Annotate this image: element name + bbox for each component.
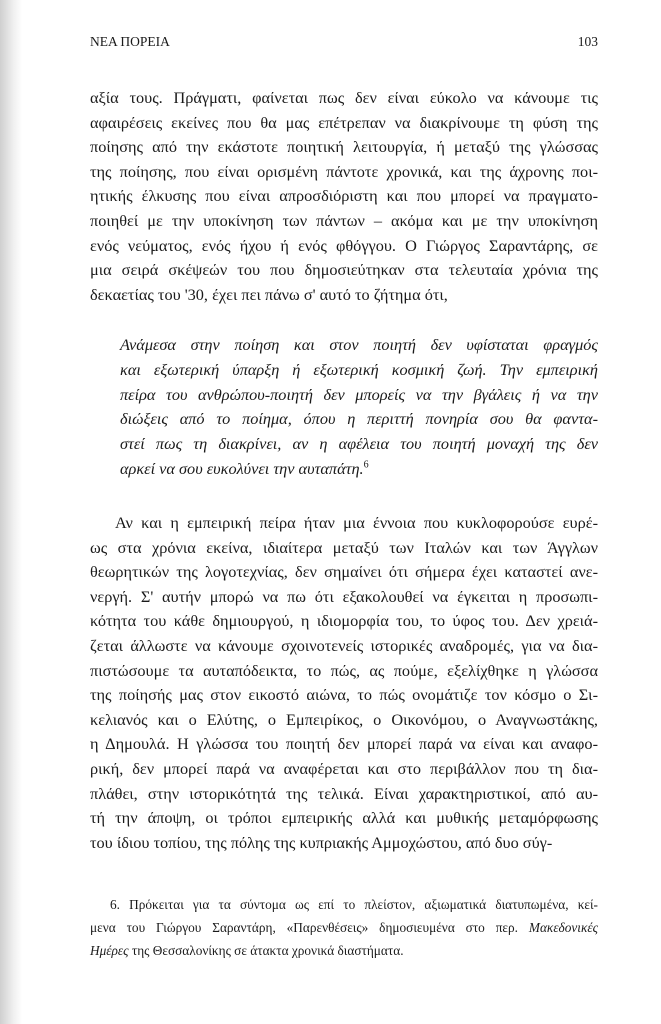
running-header xyxy=(90,34,598,50)
footnote-line: 6. Πρόκειται για τα σύντομα ως επί το πλείστον, αξιωματικά διατυπωμένα, κεί- xyxy=(110,897,598,912)
text-line: της ποίησής μας στον εικοστό αιώνα, το πώς ονομάτιζε τον κόσμο ο Σι- xyxy=(90,685,598,705)
text-line: νεργή. Σ' αυτήν μπορώ να πω ότι εξακολουθεί να έγκειται η προσωπι- xyxy=(90,586,598,606)
text-line: μια σειρά σκέψεών του που δημοσιεύτηκαν στα τελευταία χρόνια της xyxy=(90,260,598,280)
text-line: αρκεί να σου ευκολύνει την αυταπάτη.$^6$ xyxy=(120,459,369,478)
text-line: στεί πως τη διακρίνει, αν η αφέλεια του ποιητή μοναχή της δεν xyxy=(120,434,598,454)
text-line: του ίδιου τοπίου, της πόλης της κυπριακής Αμμοχώστου, από δυο σύγ- xyxy=(90,832,553,852)
text-line: πλάθει, στην ιστορικότητά της τελικά. Είναι χαρακτηριστικοί, από αυ- xyxy=(90,783,598,803)
text-line: αξία τους. Πράγματι, φαίνεται πως δεν είναι εύκολο να κάνουμε τις xyxy=(90,88,598,107)
text-line: δεκαετίας του '30, έχει πει πάνω σ' αυτό το ζήτημα ότι, xyxy=(90,284,448,304)
footnote-text: μενα του Γιώργου Σαραντάρη, «Παρενθέσεις» δημοσιευμένα στο περ. xyxy=(90,920,518,935)
text-line: πιστώσουμε τα αυταπόδεικτα, το πώς, ας πούμε, εξελίχθηκε η γλώσσα xyxy=(90,660,598,680)
text-line: και εξωτερική ύπαρξη ή εξωτερική κοσμική ζωή. Την εμπειρική xyxy=(120,359,598,379)
text-line: ποίησης από την εκάστοτε ποιητική λειτουργία, ή μεταξύ της γλώσσας xyxy=(90,137,598,157)
text-line: πείρα του ανθρώπου-ποιητή δεν μπορείς να την βγάλεις ή να την xyxy=(120,384,598,404)
footnote-line xyxy=(90,943,598,959)
text-line: τή την άποψη, οι τρόποι εμπειρικής αλλά και μυθικής μεταμόρφωσης xyxy=(90,808,598,828)
text-line: διώξεις από το ποίημα, όπου η περιττή πονηρία σου θα φαντα- xyxy=(120,409,598,429)
text-line: ενός νεύματος, ενός ήχου ή ενός φθόγγου. Ο Γιώργος Σαραντάρης, σε xyxy=(90,235,598,255)
text-line: Αν και η εμπειρική πείρα ήταν μια έννοια που κυκλοφορούσε ευρέ- xyxy=(115,513,598,532)
footnote-journal-title: Μακεδονικές xyxy=(528,920,598,935)
text-line: Ανάμεσα στην ποίηση και στον ποιητή δεν υφίσταται φραγμός xyxy=(120,335,598,354)
text-line: κότητα του κάθε δημιουργού, η ιδιομορφία του, το ύφος του. Δεν χρειά- xyxy=(90,611,598,631)
footnote-line xyxy=(90,920,598,936)
footnote-reference[interactable]: 6 xyxy=(363,459,369,471)
running-title: ΝΕΑ ΠΟΡΕΙΑ xyxy=(90,34,170,49)
text-line: ζεται άλλωστε να κάνουμε σχοινοτενείς ιστορικές αναδρομές, για να δια- xyxy=(90,636,598,655)
footnote-journal-title: Ημέρες xyxy=(90,943,129,958)
text-line: ητικής έλκυσης που είναι απροσδιόριστη και που μπορεί να πραγματο- xyxy=(90,186,598,206)
text-line: ποιηθεί με την υποκίνηση των πάντων – ακόμα και με την υποκίνηση xyxy=(90,211,598,230)
text-line: της ποίησης, που είναι ορισμένη πάντοτε χρονικά, και της άχρονης ποι- xyxy=(90,161,598,181)
text-line: ως στα χρόνια εκείνα, ιδιαίτερα μεταξύ των Ιταλών και των Άγγλων xyxy=(90,537,598,557)
text-line: κελιανός και ο Ελύτης, ο Εμπειρίκος, ο Οικονόμου, ο Αναγνωστάκης, xyxy=(90,709,598,729)
text-line: θεωρητικών της λογοτεχνίας, δεν σημαίνει ότι σήμερα έχει καταστεί ανε- xyxy=(90,562,598,582)
text-line: η Δημουλά. Η γλώσσα του ποιητή δεν μπορεί παρά να είναι και αναφο- xyxy=(90,734,598,754)
text-line: ρική, δεν μπορεί παρά να αναφέρεται και στο περιβάλλον που τη δια- xyxy=(90,759,598,778)
footnote-text: της Θεσσαλονίκης σε άτακτα χρονικά διαστήματα. xyxy=(131,943,404,958)
text-line: αφαιρέσεις εκείνες που θα μας επέτρεπαν να διακρίνουμε τη φύση της xyxy=(90,112,598,132)
scan-edge-shadow xyxy=(0,0,22,1024)
page-number: 103 xyxy=(577,34,598,49)
